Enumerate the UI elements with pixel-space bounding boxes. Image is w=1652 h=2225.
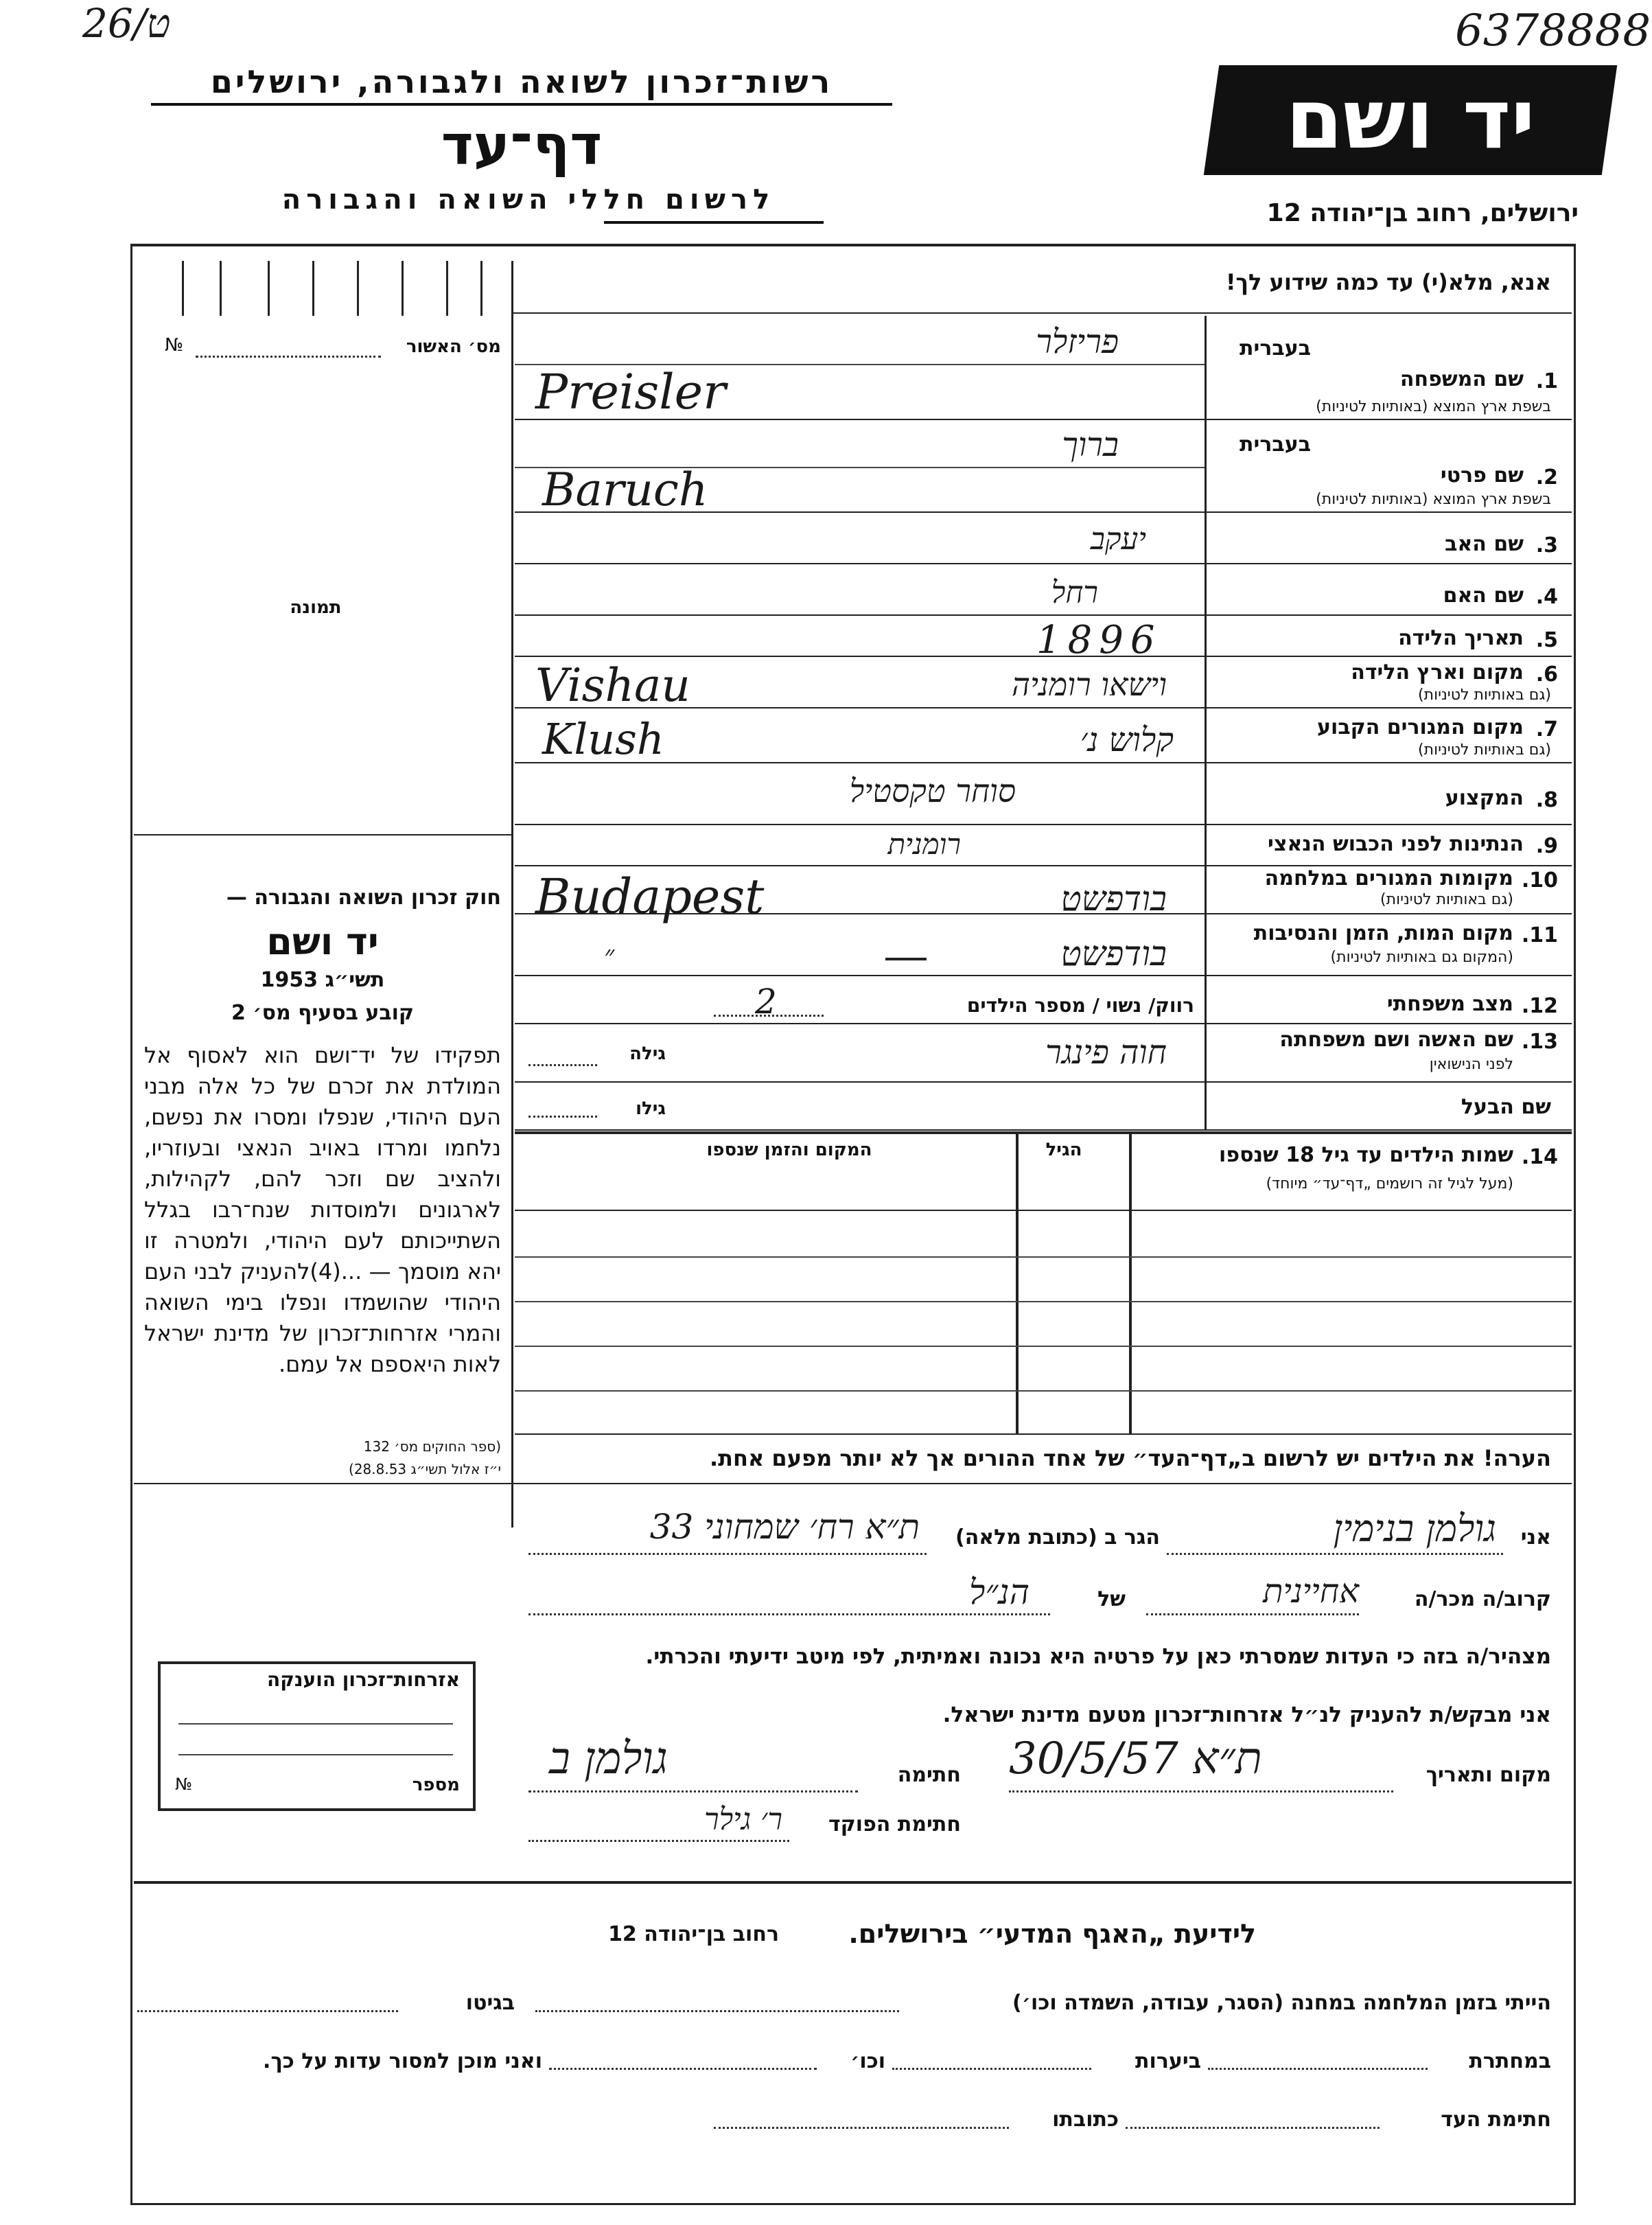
field-12-children: 2 <box>755 982 777 1022</box>
field-11-label: מקום המות, הזמן והנסיבות <box>1253 921 1513 945</box>
decl-place-date: ת״א 30/5/57 <box>1009 1733 1262 1784</box>
decl-relation: אחיינית <box>1263 1572 1359 1611</box>
field-10-latin-value: Budapest <box>535 868 765 925</box>
field-9-value: רומנית <box>887 827 961 861</box>
decl-name-line <box>1167 1553 1503 1555</box>
husband-age-line <box>528 1116 597 1118</box>
field-13-value: חוה פינגר <box>1045 1033 1167 1072</box>
field-3-label: שם האב <box>1445 532 1524 556</box>
authority-title: רשות־זכרון לשואה ולגבורה, ירושלים <box>210 63 833 100</box>
field-11-latin-value: ״ <box>604 940 615 971</box>
bottom-dots-1a <box>535 2010 899 2012</box>
field-5-value: 1896 <box>1036 618 1162 662</box>
note: הערה! את הילדים יש לרשום ב„דף־העד״ של אחד ההורים אך לא יותר מפעם אחת. <box>709 1445 1551 1471</box>
field-5-num: 5. <box>1535 628 1558 652</box>
field-11-hebrew-value: בודפשט <box>1060 934 1167 973</box>
wife-age-line <box>528 1064 597 1066</box>
tick-6 <box>402 261 404 316</box>
field-9-label: הנתינות לפני הכבוש הנאצי <box>1268 832 1524 856</box>
children-head-rule <box>515 1210 1572 1211</box>
children-age-col: הגיל <box>1045 1140 1082 1160</box>
bottom-dots-1b <box>137 2010 398 2012</box>
field-11-dash <box>885 958 927 960</box>
tick-5 <box>357 261 359 316</box>
field-14-label: שמות הילדים עד גיל 18 שנספו <box>1219 1143 1513 1167</box>
approval-label: מס׳ האשור <box>406 336 501 357</box>
tick-1 <box>182 261 184 316</box>
children-table-bottom <box>515 1433 1572 1435</box>
instruction: אנא, מלא(י) עד כמה שידוע לך! <box>1225 269 1551 295</box>
tick-3 <box>268 261 270 316</box>
approval-no: № <box>165 335 184 356</box>
tick-8 <box>480 261 482 316</box>
tick-7 <box>446 261 448 316</box>
decl-address: ת״א רח׳ שמחוני 33 <box>649 1507 920 1547</box>
husband-age-label: גילו <box>636 1098 666 1119</box>
field-1-label: שם המשפחה <box>1399 367 1524 391</box>
rule-8 <box>515 824 1572 825</box>
children-col-2 <box>1016 1131 1019 1433</box>
decl-signature-label: חתימה <box>897 1763 961 1787</box>
citizenship-line-2 <box>178 1754 453 1755</box>
decl-name: גולמן בנימין <box>1333 1507 1496 1550</box>
form-subtitle: לרשום חללי השואה והגבורה <box>281 184 776 216</box>
field-1-latin-value: Preisler <box>535 364 726 420</box>
bottom-dots-2b <box>892 2068 1091 2070</box>
header-address: ירושלים, רחוב בן־יהודה 12 <box>1266 199 1579 227</box>
field-9-num: 9. <box>1535 834 1558 858</box>
photo-label: תמונה <box>290 597 342 618</box>
field-1-num: 1. <box>1535 369 1558 393</box>
children-row-1 <box>515 1256 1572 1258</box>
field-12-num: 12. <box>1521 994 1558 1018</box>
field-11-sub: (המקום גם באותיות לטיניות) <box>1330 949 1513 966</box>
fields-divider <box>1205 316 1207 1129</box>
field-13-label: שם האשה ושם משפחתה <box>1279 1028 1513 1052</box>
field-8-label: המקצוע <box>1445 786 1524 810</box>
rule-11 <box>515 975 1572 976</box>
tick-4 <box>312 261 314 316</box>
corner-mark-top-left: 26/ט <box>82 0 171 47</box>
field-8-value: סוחר טקסטיל <box>849 772 1016 809</box>
citizenship-no: № <box>175 1775 192 1794</box>
bottom-dots-3a <box>1126 2127 1380 2129</box>
decl-address-line <box>528 1553 927 1555</box>
bottom-line-2b: ביערות <box>1135 2049 1201 2073</box>
field-4-num: 4. <box>1535 585 1558 609</box>
bottom-address: רחוב בן־יהודה 12 <box>608 1922 779 1946</box>
rule-13 <box>515 1081 1572 1083</box>
decl-statement-2: אני מבקש/ת להעניק לנ״ל אזרחות־זכרון מטעם מדינת ישראל. <box>942 1703 1551 1727</box>
rule-7 <box>515 762 1572 763</box>
bottom-line-3b: כתובתו <box>1052 2108 1119 2132</box>
field-10-label: מקומות המגורים במלחמה <box>1264 866 1513 890</box>
wife-age-label: גילה <box>629 1044 666 1064</box>
bottom-dots-2c <box>549 2068 817 2070</box>
form-title: דף־עד <box>441 113 603 177</box>
decl-of-name: הנ״ל <box>969 1572 1029 1612</box>
field-2-sub: בשפת ארץ המוצא (באותיות לטיניות) <box>1316 491 1551 508</box>
citizenship-line-1 <box>178 1723 453 1725</box>
children-row-4 <box>515 1390 1572 1392</box>
field-12-marital: רווק/ נשוי / מספר הילדים <box>966 994 1194 1017</box>
children-table-top <box>515 1131 1572 1134</box>
bottom-line-2c: וכו׳ <box>850 2049 885 2073</box>
bottom-line-2a: במחתרת <box>1469 2049 1551 2073</box>
field-2-num: 2. <box>1535 465 1558 489</box>
subtitle-underline <box>604 221 824 224</box>
husband-label: שם הבעל <box>1461 1095 1551 1119</box>
tick-2 <box>220 261 222 316</box>
field-10-num: 10. <box>1521 868 1558 892</box>
citizenship-number-label: מספר <box>412 1775 460 1795</box>
field-1-hebrew-value: פריזלר <box>1036 323 1119 361</box>
field-2-label: שם פרטי <box>1440 463 1524 487</box>
field-7-latin-value: Klush <box>542 714 664 764</box>
bottom-line-1a: הייתי בזמן המלחמה במחנה (הסגר, עבודה, השמדה וכו׳) <box>1012 1991 1551 2015</box>
in-hebrew-2: בעברית <box>1240 433 1311 457</box>
decl-i-label: אני <box>1520 1525 1551 1549</box>
corner-mark-top-right: 6378888 <box>1455 5 1651 56</box>
field-6-latin-value: Vishau <box>535 659 690 712</box>
children-row-3 <box>515 1346 1572 1347</box>
field-1-sub: בשפת ארץ המוצא (באותיות לטיניות) <box>1316 398 1551 415</box>
decl-officer-line <box>528 1840 789 1842</box>
field-11-num: 11. <box>1521 923 1558 947</box>
bottom-line-3a: חתימת העד <box>1441 2108 1551 2132</box>
bottom-title: לידיעת „האגף המדעי״ בירושלים. <box>848 1919 1256 1949</box>
decl-relation-label: קרוב/ה מכר/ה <box>1414 1587 1551 1611</box>
children-col-1 <box>1129 1131 1132 1433</box>
bottom-dots-3b <box>714 2127 1009 2129</box>
decl-of-line <box>528 1613 1050 1615</box>
decl-place-date-label: מקום ותאריך <box>1426 1763 1551 1787</box>
children-row-2 <box>515 1301 1572 1302</box>
instruction-rule <box>511 312 1572 314</box>
law-name: יד ושם <box>266 920 379 963</box>
rule-husband <box>515 1129 1572 1131</box>
law-year: תשי״ג 1953 <box>260 968 385 992</box>
law-ref-2: י״ז אלול תשי״ג 28.8.53) <box>349 1461 501 1477</box>
field-2-latin-value: Baruch <box>542 463 708 516</box>
yad-vashem-logo <box>1204 65 1617 175</box>
bottom-line-1b: בגיטו <box>465 1991 515 2015</box>
children-line <box>714 1015 824 1017</box>
field-13-num: 13. <box>1521 1030 1558 1054</box>
field-10-hebrew-value: בודפשט <box>1060 879 1167 919</box>
decl-officer-sig: ר׳ גילר <box>703 1802 782 1837</box>
law-heading: חוק זכרון השואה והגבורה — <box>226 886 501 910</box>
photo-bottom-rule <box>134 834 511 835</box>
decl-residing: הגר ב (כתובת מלאה) <box>955 1525 1160 1549</box>
rule-12 <box>515 1023 1572 1024</box>
field-6-hebrew-value: וישאו רומניה <box>1011 666 1167 703</box>
field-7-num: 7. <box>1535 717 1558 741</box>
field-12-label: מצב משפחתי <box>1386 992 1513 1016</box>
bottom-line-2d: ואני מוכן למסור עדות על כך. <box>263 2049 542 2073</box>
law-ref-1: (ספר החוקים מס׳ 132 <box>363 1438 501 1455</box>
authority-underline <box>151 103 892 106</box>
decl-signature: גולמן ב <box>549 1733 668 1784</box>
law-text: תפקידו של יד־ושם הוא לאסוף אל המולדת את זכרם של כל אלה מבני העם היהודי, שנפלו ומסרו את נפשם, נלחמו ומרדו באויב הנאצי ובעוזריו, ולהציב שם וזכר להם, לקהילות, לארגונים ולמוסדות שנח־רבו בגלל השתייכותם לעם היהודי, ולמטרה זו יהא מוסמך — ...(4)להעניק לבני העם היהודי שהושמדו ונפלו בימי השואה והמרי אזרחות־זכרון של מדינת ישראל לאות היאספם אל עמם. <box>144 1042 502 1377</box>
field-6-label: מקום וארץ הלידה <box>1351 660 1524 684</box>
field-7-label: מקום המגורים הקבוע <box>1317 715 1524 739</box>
field-3-num: 3. <box>1535 533 1558 557</box>
field-7-sub: (גם באותיות לטיניות) <box>1418 741 1551 759</box>
rule-4 <box>515 614 1572 616</box>
decl-signature-line <box>528 1790 858 1792</box>
bottom-dots-2a <box>1208 2068 1428 2070</box>
rule-3 <box>515 563 1572 564</box>
field-4-label: שם האם <box>1443 584 1524 608</box>
law-section: קובע בסעיף מס׳ 2 <box>231 1001 415 1025</box>
center-rule <box>511 261 513 1527</box>
in-hebrew-1: בעברית <box>1240 336 1311 360</box>
citizenship-title: אזרחות־זכרון הוענקה <box>267 1668 460 1691</box>
logo-text: יד ושם <box>1285 72 1535 168</box>
approval-line <box>196 356 381 358</box>
note-bottom <box>134 1483 1572 1484</box>
children-place-col: המקום והזמן שנספו <box>706 1140 872 1160</box>
field-4-value: רחל <box>1051 575 1098 610</box>
decl-statement-1: מצהיר/ה בזה כי העדות שמסרתי כאן על פרטיה היא נכונה ואמיתית, לפי מיטב ידיעתי והכרתי. <box>645 1644 1551 1669</box>
bottom-section-rule <box>134 1881 1572 1884</box>
field-14-num: 14. <box>1521 1145 1558 1169</box>
field-5-label: תאריך הלידה <box>1398 626 1524 650</box>
field-10-sub: (גם באותיות לטיניות) <box>1380 891 1513 908</box>
field-2-hebrew-value: ברוך <box>1062 426 1119 464</box>
decl-of-label: של <box>1097 1587 1126 1611</box>
field-6-num: 6. <box>1535 662 1558 687</box>
field-8-num: 8. <box>1535 788 1558 812</box>
decl-relation-line <box>1146 1613 1359 1615</box>
field-14-sub: (מעל לגיל זה רושמים „דף־עד״ מיוחד) <box>1266 1175 1513 1192</box>
field-3-value: יעקב <box>1090 522 1146 557</box>
field-13-sub: לפני הנישואין <box>1429 1056 1513 1073</box>
field-6-sub: (גם באותיות לטיניות) <box>1418 687 1551 704</box>
field-7-hebrew-value: קלוש נ׳ <box>1080 721 1174 759</box>
decl-place-date-line <box>1009 1790 1393 1792</box>
decl-officer-label: חתימת הפוקד <box>828 1812 961 1836</box>
